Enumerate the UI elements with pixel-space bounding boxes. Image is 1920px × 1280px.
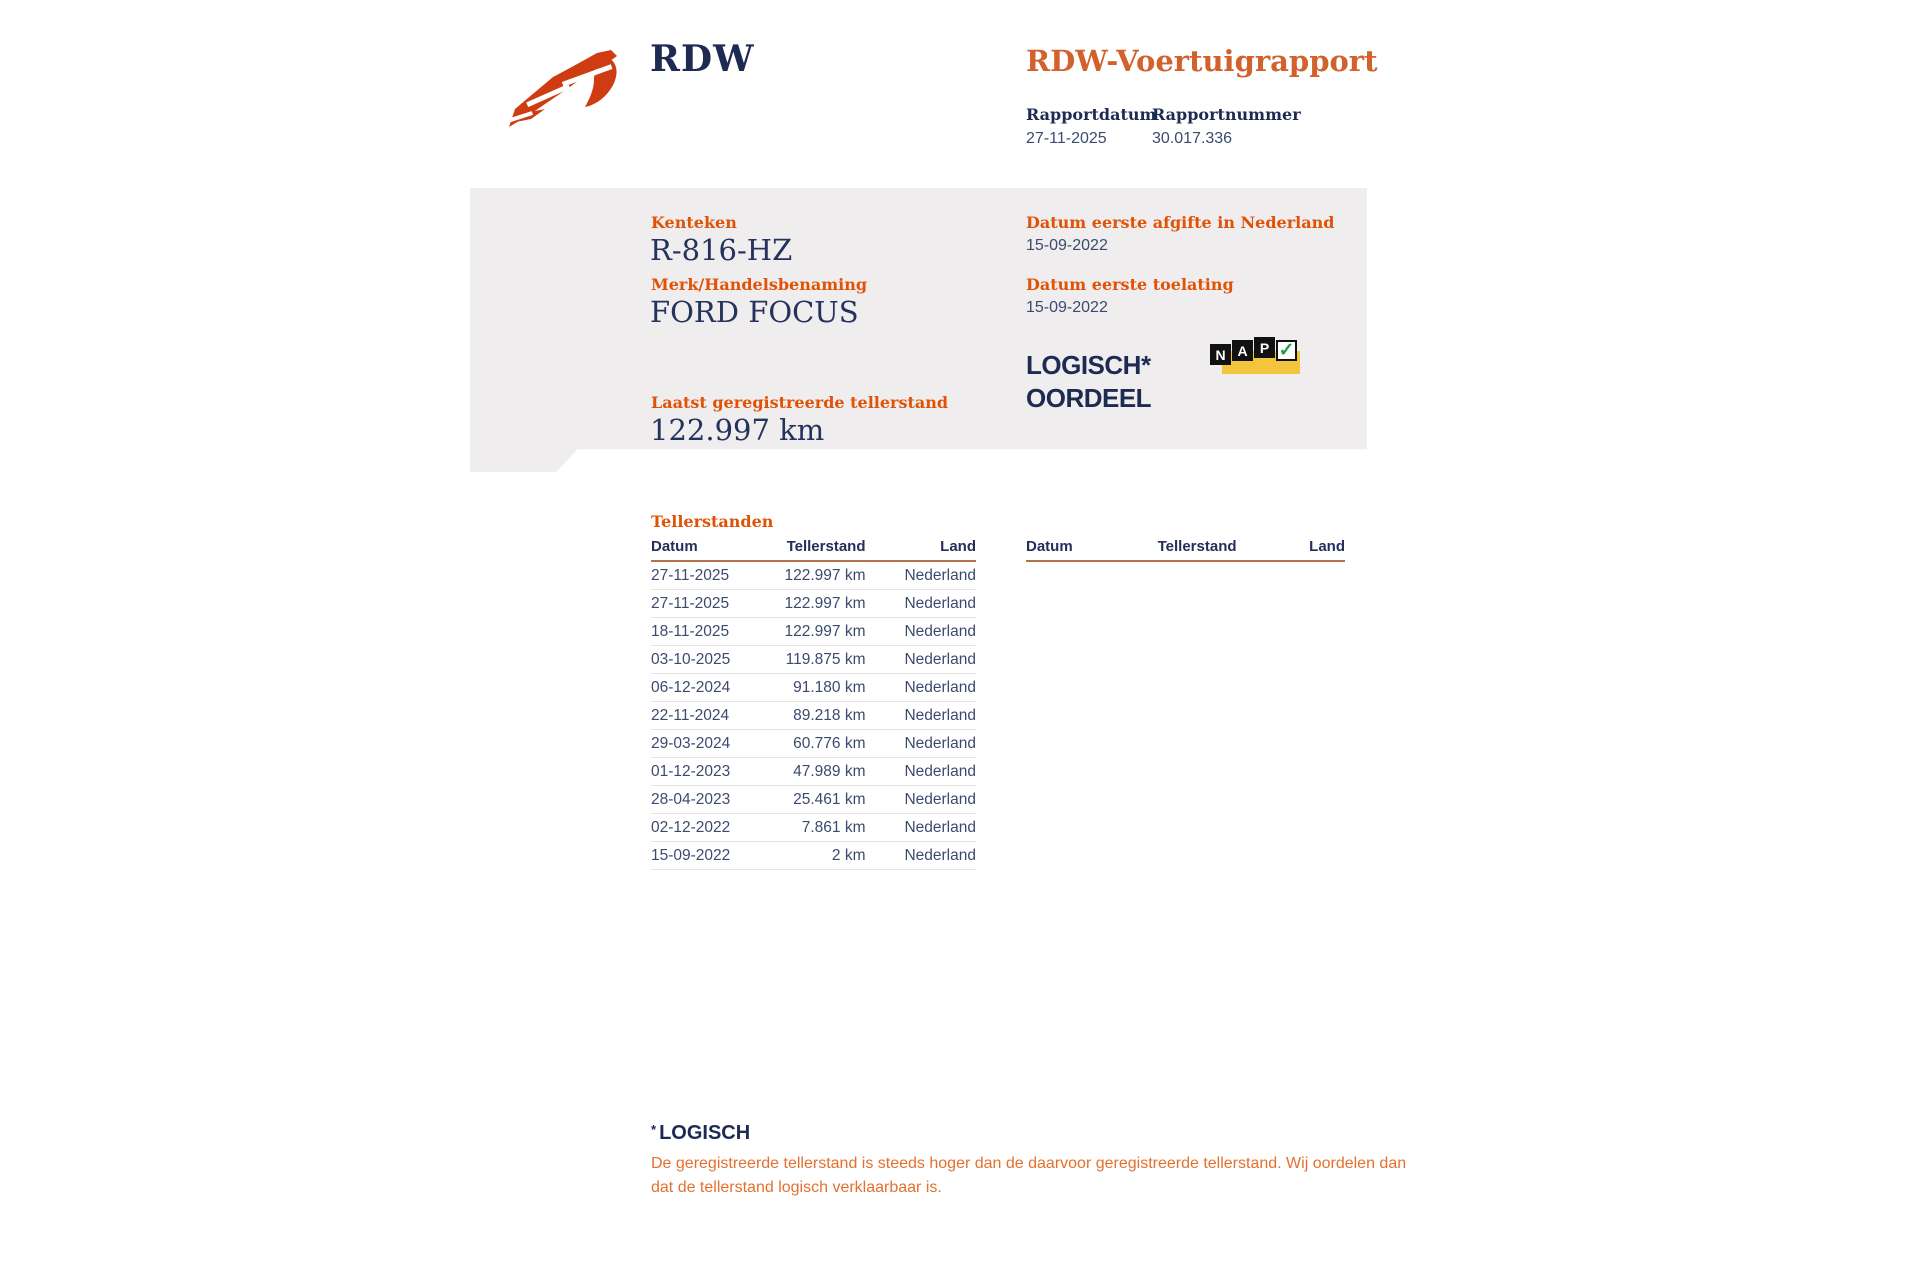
- cell-datum: 27-11-2025: [651, 566, 730, 584]
- cell-tellerstand: 89.218 km: [793, 706, 866, 724]
- toelating-value: 15-09-2022: [1026, 299, 1108, 316]
- table-row: [651, 702, 976, 730]
- cell-datum: 06-12-2024: [651, 678, 731, 696]
- table-row: [651, 590, 976, 618]
- table-row: [651, 562, 976, 590]
- tellerstanden-table: [651, 538, 976, 870]
- cell-land: Nederland: [904, 678, 976, 696]
- table-row: [651, 618, 976, 646]
- table-row: [651, 730, 976, 758]
- tellerstanden-table-header-secondary: [1026, 538, 1345, 562]
- rdw-wing-icon: [505, 117, 650, 134]
- rapportnummer-label: Rapportnummer: [1152, 105, 1301, 124]
- cell-datum: 02-12-2022: [651, 818, 731, 836]
- column-header-land: Land: [1309, 538, 1345, 555]
- cell-land: Nederland: [904, 790, 976, 808]
- rdw-wordmark: RDW: [650, 38, 755, 80]
- footnote-explanation: De geregistreerde tellerstand is steeds hoger dan de daarvoor geregistreerde tellerstand. Wij oordelen dan dat de tellerstand logisch verklaarbaar is.: [651, 1155, 1407, 1196]
- footnote-asterisk: *: [651, 1122, 657, 1137]
- nap-letter-p: P: [1254, 337, 1275, 358]
- nap-letter-n: N: [1210, 344, 1231, 365]
- laatste-tellerstand-value: 122.997 km: [650, 413, 825, 447]
- cell-land: Nederland: [904, 622, 976, 640]
- page-title: RDW-Voertuigrapport: [1026, 44, 1378, 78]
- table-row: [651, 786, 976, 814]
- cell-datum: 03-10-2025: [651, 650, 731, 668]
- cell-land: Nederland: [904, 734, 976, 752]
- cell-datum: 28-04-2023: [651, 790, 731, 808]
- column-header-tellerstand: Tellerstand: [786, 538, 866, 555]
- laatste-tellerstand-label: Laatst geregistreerde tellerstand: [651, 393, 949, 412]
- oordeel-text: [1026, 349, 1151, 415]
- nap-logo: [1210, 336, 1306, 380]
- oordeel-line1: LOGISCH*: [1026, 350, 1151, 380]
- nap-letter-a: A: [1232, 340, 1253, 361]
- column-header-datum: Datum: [1026, 538, 1073, 555]
- cell-land: Nederland: [904, 594, 976, 612]
- cell-datum: 27-11-2025: [651, 594, 730, 612]
- cell-tellerstand: 122.997 km: [784, 566, 866, 584]
- afgifte-label: Datum eerste afgifte in Nederland: [1026, 213, 1335, 232]
- rdw-logo: [505, 45, 650, 130]
- cell-tellerstand: 122.997 km: [784, 622, 866, 640]
- table-row: [651, 674, 976, 702]
- cell-tellerstand: 119.875 km: [785, 650, 866, 668]
- toelating-label: Datum eerste toelating: [1026, 275, 1234, 294]
- merk-value: FORD FOCUS: [650, 295, 859, 329]
- oordeel-line2: OORDEEL: [1026, 383, 1152, 413]
- tellerstanden-table-secondary: [1026, 538, 1345, 562]
- cell-datum: 29-03-2024: [651, 734, 731, 752]
- cell-land: Nederland: [904, 762, 976, 780]
- cell-land: Nederland: [904, 706, 976, 724]
- cell-land: Nederland: [904, 818, 976, 836]
- cell-tellerstand: 7.861 km: [801, 818, 866, 836]
- merk-label: Merk/Handelsbenaming: [651, 275, 868, 294]
- cell-tellerstand: 47.989 km: [793, 762, 866, 780]
- cell-tellerstand: 91.180 km: [793, 678, 866, 696]
- footnote-title: [651, 1122, 750, 1145]
- tellerstanden-section-label: Tellerstanden: [651, 512, 774, 531]
- column-header-datum: Datum: [651, 538, 698, 555]
- afgifte-value: 15-09-2022: [1026, 237, 1108, 254]
- cell-tellerstand: 60.776 km: [793, 734, 866, 752]
- table-row: [651, 814, 976, 842]
- rapportdatum-label: Rapportdatum: [1026, 105, 1157, 124]
- table-row: [651, 842, 976, 870]
- kenteken-label: Kenteken: [651, 213, 737, 232]
- cell-land: Nederland: [904, 846, 976, 864]
- cell-land: Nederland: [904, 566, 976, 584]
- cell-tellerstand: 122.997 km: [784, 594, 866, 612]
- cell-tellerstand: 25.461 km: [793, 790, 866, 808]
- cell-datum: 18-11-2025: [651, 622, 730, 640]
- column-header-land: Land: [940, 538, 976, 555]
- table-row: [651, 758, 976, 786]
- nap-check-icon: ✓: [1276, 340, 1297, 361]
- cell-datum: 01-12-2023: [651, 762, 731, 780]
- cell-tellerstand: 2 km: [831, 846, 866, 864]
- rapportdatum-value: 27-11-2025: [1026, 130, 1107, 147]
- kenteken-value: R-816-HZ: [650, 233, 793, 267]
- rapportnummer-value: 30.017.336: [1152, 130, 1233, 147]
- column-header-tellerstand: Tellerstand: [1157, 538, 1237, 555]
- tellerstanden-table-header: [651, 538, 976, 562]
- cell-datum: 15-09-2022: [651, 846, 731, 864]
- footnote-title-text: LOGISCH: [659, 1122, 751, 1144]
- table-row: [651, 646, 976, 674]
- tellerstanden-table-body: [651, 562, 976, 870]
- cell-datum: 22-11-2024: [651, 706, 730, 724]
- cell-land: Nederland: [904, 650, 976, 668]
